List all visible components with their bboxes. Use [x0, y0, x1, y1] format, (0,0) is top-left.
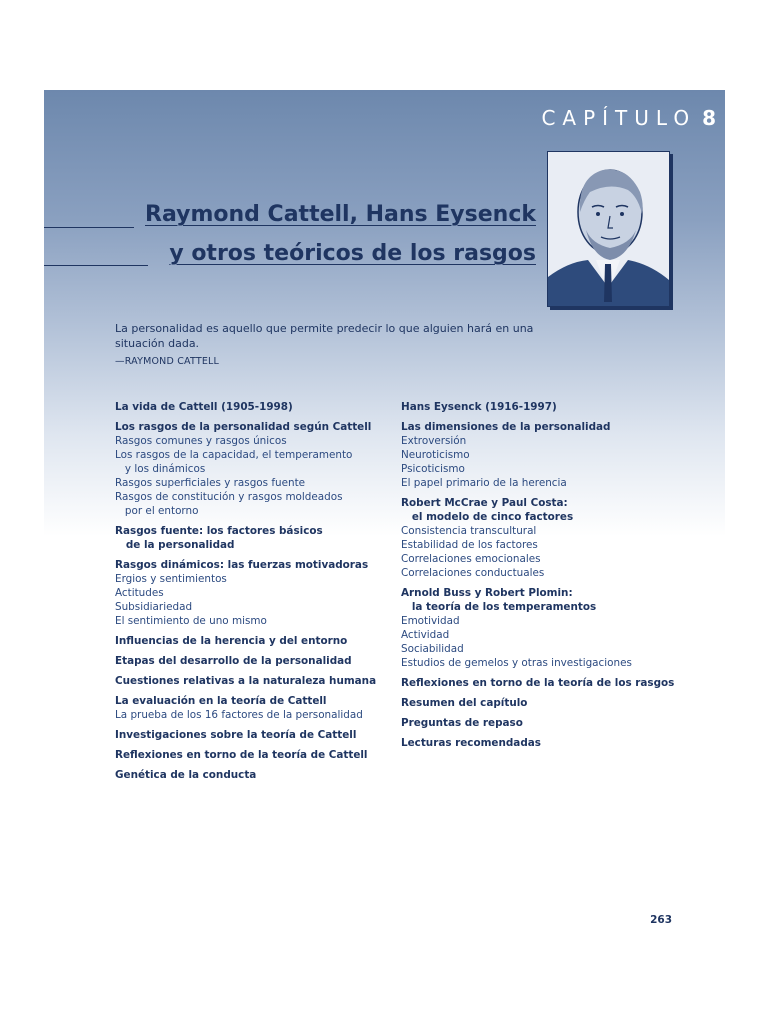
toc-heading: Reflexiones en torno de la teoría de Cattell	[115, 749, 368, 761]
toc-heading: Robert McCrae y Paul Costa: el modelo de cinco factores	[401, 497, 574, 523]
toc-section	[115, 654, 405, 668]
toc-item: Rasgos de constitución y rasgos moldeados	[115, 491, 343, 503]
toc-item: Subsidiariedad	[115, 601, 193, 613]
toc-section	[115, 694, 405, 722]
toc-heading: Las dimensiones de la personalidad	[401, 421, 611, 433]
toc-item: Estabilidad de los factores	[401, 539, 538, 551]
toc-section	[401, 676, 691, 690]
toc-section	[115, 674, 405, 688]
chapter-number: 8	[702, 106, 716, 130]
toc-item: La prueba de los 16 factores de la personalidad	[115, 709, 363, 721]
toc-section	[115, 420, 405, 518]
toc-heading: Rasgos fuente: los factores básicos de la personalidad	[115, 525, 323, 551]
toc-item: Psicoticismo	[401, 463, 465, 475]
page-number: 263	[650, 914, 672, 926]
epigraph-text: La personalidad es aquello que permite predecir lo que alguien hará en una situación dada.	[115, 322, 534, 350]
epigraph-author: —RAYMOND CATTELL	[115, 356, 220, 367]
toc-item: y los dinámicos	[115, 463, 206, 475]
chapter-label	[541, 106, 716, 130]
toc-heading: Investigaciones sobre la teoría de Cattell	[115, 729, 357, 741]
toc-section	[401, 716, 691, 730]
author-portrait	[547, 151, 670, 307]
toc-section	[401, 586, 691, 670]
toc-heading: Preguntas de repaso	[401, 717, 523, 729]
toc-section	[401, 696, 691, 710]
toc-item: Rasgos superficiales y rasgos fuente	[115, 477, 306, 489]
toc-section	[115, 748, 405, 762]
toc-heading: Resumen del capítulo	[401, 697, 528, 709]
contents-right-column	[401, 400, 691, 756]
toc-heading: Rasgos dinámicos: las fuerzas motivadoras	[115, 559, 369, 571]
toc-heading: La evaluación en la teoría de Cattell	[115, 695, 327, 707]
toc-item: Extroversión	[401, 435, 467, 447]
toc-section	[401, 736, 691, 750]
toc-heading: Cuestiones relativas a la naturaleza humana	[115, 675, 377, 687]
toc-item: Los rasgos de la capacidad, el temperamento	[115, 449, 353, 461]
toc-item: Actividad	[401, 629, 450, 641]
toc-heading: Los rasgos de la personalidad según Cattell	[115, 421, 372, 433]
toc-item: Correlaciones conductuales	[401, 567, 545, 579]
toc-heading: Etapas del desarrollo de la personalidad	[115, 655, 352, 667]
portrait-illustration	[548, 152, 669, 306]
chapter-title-line-2: y otros teóricos de los rasgos	[169, 241, 536, 266]
toc-item: Sociabilidad	[401, 643, 464, 655]
toc-item: El sentimiento de uno mismo	[115, 615, 267, 627]
toc-heading: La vida de Cattell (1905-1998)	[115, 401, 293, 413]
toc-item: Rasgos comunes y rasgos únicos	[115, 435, 287, 447]
toc-heading: Reflexiones en torno de la teoría de los rasgos	[401, 677, 675, 689]
toc-section	[115, 634, 405, 648]
toc-heading: Lecturas recomendadas	[401, 737, 541, 749]
toc-section	[115, 524, 405, 552]
toc-item: Ergios y sentimientos	[115, 573, 227, 585]
toc-item: El papel primario de la herencia	[401, 477, 567, 489]
toc-item: Correlaciones emocionales	[401, 553, 541, 565]
toc-heading: Influencias de la herencia y del entorno	[115, 635, 348, 647]
toc-heading: Arnold Buss y Robert Plomin: la teoría de los temperamentos	[401, 587, 597, 613]
chapter-title-line-1: Raymond Cattell, Hans Eysenck	[145, 202, 536, 227]
toc-item: por el entorno	[115, 505, 199, 517]
toc-heading: Hans Eysenck (1916-1997)	[401, 401, 557, 413]
chapter-word: CAPÍTULO	[541, 106, 697, 130]
toc-item: Actitudes	[115, 587, 164, 599]
toc-section	[401, 496, 691, 580]
title-rule-2	[44, 265, 148, 266]
toc-item: Consistencia transcultural	[401, 525, 537, 537]
toc-section	[401, 400, 691, 414]
toc-section	[115, 400, 405, 414]
contents-left-column	[115, 400, 405, 788]
title-rule-1	[44, 227, 134, 228]
toc-heading: Genética de la conducta	[115, 769, 257, 781]
toc-item: Estudios de gemelos y otras investigaciones	[401, 657, 632, 669]
toc-item: Emotividad	[401, 615, 460, 627]
toc-item: Neuroticismo	[401, 449, 470, 461]
toc-section	[115, 768, 405, 782]
toc-section	[115, 558, 405, 628]
toc-section	[401, 420, 691, 490]
toc-section	[115, 728, 405, 742]
